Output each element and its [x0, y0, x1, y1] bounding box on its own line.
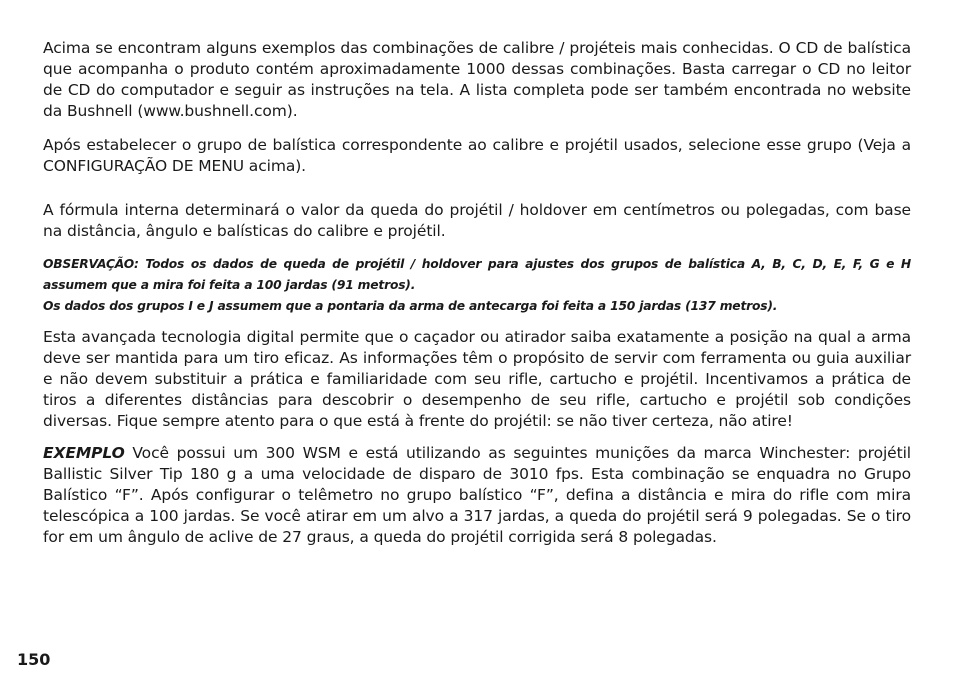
observation-note-line-1: OBSERVAÇÃO: Todos os dados de queda de projétil / holdover para ajustes dos grupos de balística A, B, C, D, E, F, G e H assumem que a mira foi feita a 100 jardas (91 metros).: [43, 257, 911, 292]
paragraph-select-group: Após estabelecer o grupo de balística correspondente ao calibre e projétil usados, selecione esse grupo (Veja a CONFIGURAÇÃO DE MENU acima).: [43, 136, 911, 175]
example-label: EXEMPLO: [43, 444, 125, 462]
manual-page-body: [43, 38, 911, 548]
paragraph-digital-technology: Esta avançada tecnologia digital permite que o caçador ou atirador saiba exatamente a posição na qual a arma deve ser mantida para um tiro eficaz. As informações têm o propósito de servir com ferramenta ou guia auxiliar e não devem substituir a prática e familiaridade com seu rifle, cartucho e projétil. Incentivamos a prática de tiros a diferentes distâncias para descobrir o desempenho de seu rifle, cartucho e projétil sob condições diversas. Fique sempre atento para o que está à frente do projétil: se não tiver certeza, não atire!: [43, 328, 911, 430]
observation-note: [43, 254, 911, 317]
page-number: 150: [17, 650, 51, 669]
example-text: Você possui um 300 WSM e está utilizando as seguintes munições da marca Winchester: projétil Ballistic Silver Tip 180 g a uma velocidade de disparo de 3010 fps. Esta combinação se enquadra no Grupo Balístico “F”. Após configurar o telêmetro no grupo balístico “F”, defina a distância e mira do rifle com mira telescópica a 100 jardas. Se você atirar em um alvo a 317 jardas, a queda do projétil será 9 polegadas. Se o tiro for em um ângulo de aclive de 27 graus, a queda do projétil corrigida será 8 polegadas.: [43, 444, 911, 546]
observation-note-line-2: Os dados dos grupos I e J assumem que a pontaria da arma de antecarga foi feita a 150 jardas (137 metros).: [43, 299, 778, 313]
paragraph-internal-formula: A fórmula interna determinará o valor da queda do projétil / holdover em centímetros ou polegadas, com base na distância, ângulo e balísticas do calibre e projétil.: [43, 201, 911, 240]
paragraph-ballistic-cd: Acima se encontram alguns exemplos das combinações de calibre / projéteis mais conhecidas. O CD de balística que acompanha o produto contém aproximadamente 1000 dessas combinações. Basta carregar o CD no leitor de CD do computador e seguir as instruções na tela. A lista completa pode ser também encontrada no website da Bushnell (www.bushnell.com).: [43, 39, 911, 120]
paragraph-example: [43, 443, 911, 548]
